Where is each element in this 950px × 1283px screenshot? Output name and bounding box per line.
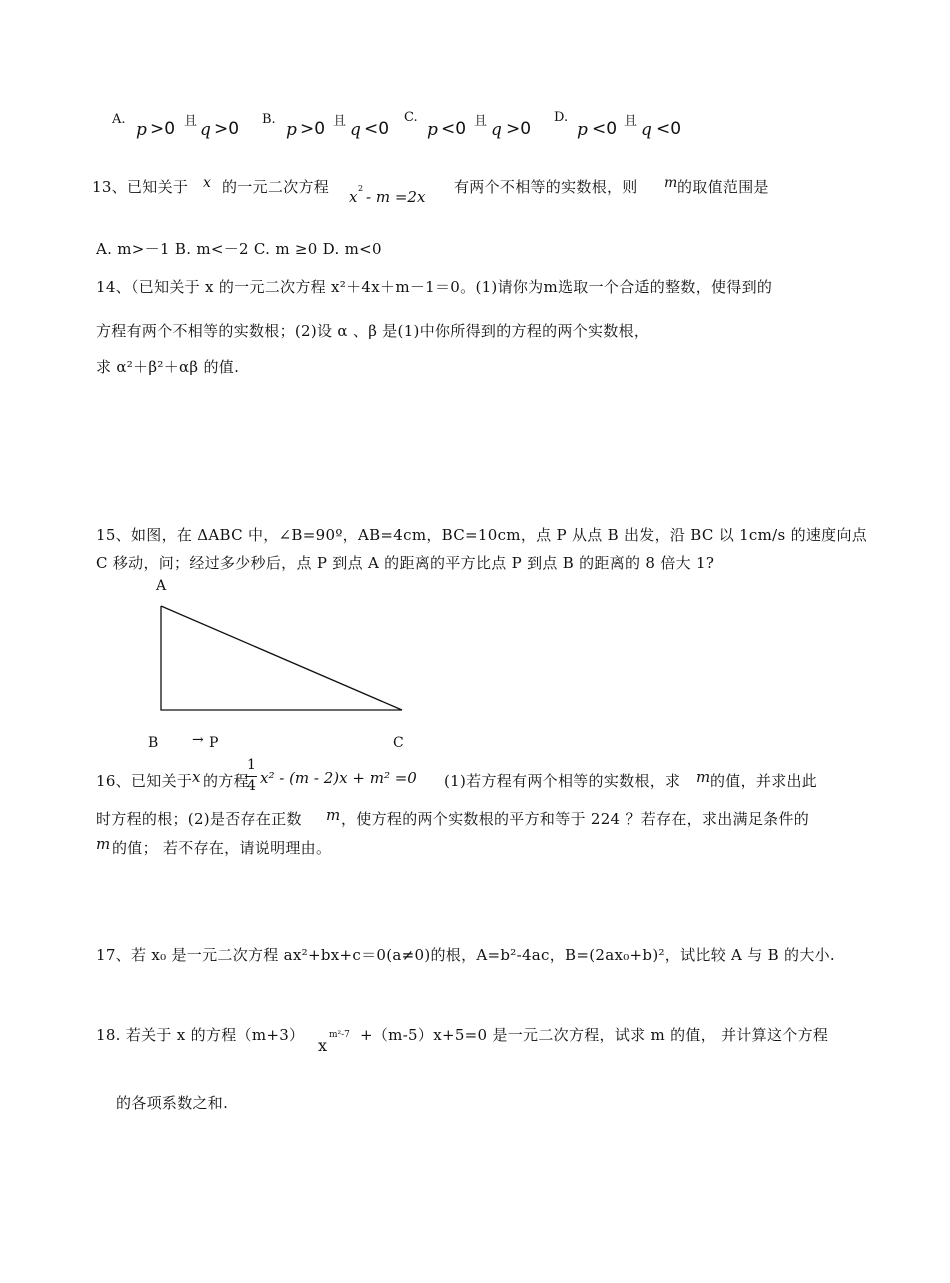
arrow-right-icon: → xyxy=(192,732,204,748)
q15-label-p: P xyxy=(209,735,219,751)
q12-option-d-q: q xyxy=(641,120,652,140)
q12-option-c-p: p xyxy=(427,120,438,140)
q13-text-mid: 的一元二次方程 xyxy=(222,178,330,196)
q13-options: A. m>－1 B. m<－2 C. m ≥0 D. m<0 xyxy=(96,240,382,258)
q18-line-2: 的各项系数之和. xyxy=(116,1094,229,1112)
q15-line-2: C 移动，问；经过多少秒后，点 P 到点 A 的距离的平方比点 P 到点 B 的距离的 8 倍大 1? xyxy=(96,554,715,572)
q12-option-d-label: D. xyxy=(554,110,569,125)
q16-line-2: 时方程的根；(2)是否存在正数 xyxy=(96,810,302,828)
q14-line-3: 求 α²＋β²＋αβ 的值. xyxy=(96,358,240,376)
q16-frac-bar xyxy=(245,776,257,777)
q12-option-a-q: q xyxy=(200,120,211,140)
q12-option-b-q: q xyxy=(350,120,361,140)
q12-option-a-label: A. xyxy=(112,112,126,127)
q12-option-d-p: p xyxy=(577,120,588,140)
q16-var-x: x xyxy=(192,768,201,786)
q16-frac-den: 4 xyxy=(247,778,256,794)
q18-part-1: 18. 若关于 x 的方程（m+3） xyxy=(96,1026,305,1044)
q18-power-exp: m²-7 xyxy=(329,1030,350,1040)
q12-option-c-rel2: >0 xyxy=(506,119,532,139)
q16-eq-body: x² - (m - 2)x + m² =0 xyxy=(260,769,417,787)
q18-part-2: +（m-5）x+5=0 是一元二次方程，试求 m 的值， 并计算这个方程 xyxy=(360,1026,829,1044)
q12-option-d-rel1: <0 xyxy=(592,119,618,139)
q16-var-m: m xyxy=(696,768,711,786)
q16-line-2b: ，使方程的两个实数根的平方和等于 224 ？若存在，求出满足条件的 xyxy=(341,810,810,828)
q13-text-after: 有两个不相等的实数根，则 xyxy=(454,178,638,196)
q12-option-a-rel2: >0 xyxy=(214,119,240,139)
q13-eq-rest: - m =2x xyxy=(366,188,426,206)
q13-text-end: 的取值范围是 xyxy=(677,178,769,196)
triangle-abc-diagram xyxy=(150,598,412,718)
q14-line-2: 方程有两个不相等的实数根；(2)设 α 、β 是(1)中你所得到的方程的两个实数根， xyxy=(96,322,650,340)
q18-power-base: x xyxy=(318,1036,328,1055)
q16-line-3: 的值； 若不存在，请说明理由。 xyxy=(112,839,332,857)
q12-option-b-rel1: >0 xyxy=(300,119,326,139)
q16-rest1: (1)若方程有两个相等的实数根，求 xyxy=(444,772,681,790)
q13-var-m: m xyxy=(664,175,678,191)
q17-line: 17、若 x₀ 是一元二次方程 ax²+bx+c＝0(a≠0)的根，A=b²-4ac，B=(2ax₀+b)²，试比较 A 与 B 的大小. xyxy=(96,946,835,964)
q12-option-c-rel1: <0 xyxy=(441,119,467,139)
q12-option-a-rel1: >0 xyxy=(150,119,176,139)
q12-option-c-q: q xyxy=(491,120,502,140)
q12-option-b-label: B. xyxy=(262,112,276,127)
q13-var-x: x xyxy=(203,175,211,191)
q13-eq-x: x xyxy=(349,188,358,206)
triangle-abc xyxy=(161,606,402,710)
q13-text-before: 13、已知关于 xyxy=(92,178,189,196)
q16-mid: 的方程 xyxy=(203,772,249,790)
q16-var-m2: m xyxy=(326,806,341,824)
q14-line-1: 14、（已知关于 x 的一元二次方程 x²＋4x＋m－1＝0。(1)请你为m选取一个合适的整数，使得到的 xyxy=(96,278,773,296)
q13-eq-sup: 2 xyxy=(358,184,364,193)
q12-option-c-qie: 且 xyxy=(474,114,488,129)
q16-frac-num: 1 xyxy=(247,757,256,773)
q12-option-d-rel2: <0 xyxy=(656,119,682,139)
q15-label-c: C xyxy=(393,735,404,751)
q16-line-3-m: m xyxy=(96,835,111,853)
q12-option-b-qie: 且 xyxy=(333,114,347,129)
q15-label-a: A xyxy=(156,578,167,594)
q12-option-b-rel2: <0 xyxy=(364,119,390,139)
q12-option-c-label: C. xyxy=(404,110,418,125)
q12-option-b-p: p xyxy=(286,120,297,140)
q12-option-a-p: p xyxy=(136,120,147,140)
q16-rest1b: 的值，并求出此 xyxy=(710,772,818,790)
q15-label-b: B xyxy=(148,735,159,751)
q12-option-a-qie: 且 xyxy=(184,114,198,129)
q16-prefix: 16、已知关于 xyxy=(96,772,193,790)
q15-line-1: 15、如图，在 ΔABC 中，∠B=90º，AB=4cm，BC=10cm，点 P 从点 B 出发，沿 BC 以 1cm/s 的速度向点 xyxy=(96,526,868,544)
q12-option-d-qie: 且 xyxy=(624,114,638,129)
